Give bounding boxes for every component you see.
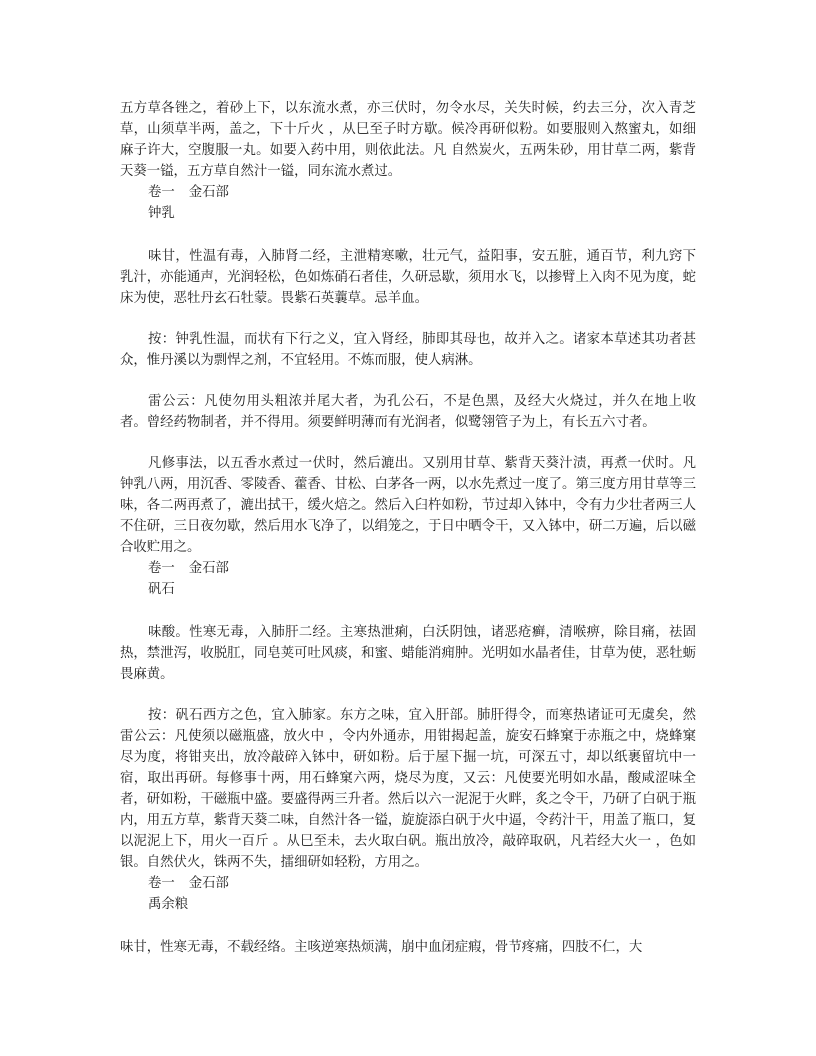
section-heading xyxy=(120,873,696,894)
volume-label: 卷一 xyxy=(148,876,175,891)
category-label: 金石部 xyxy=(188,185,229,200)
section-heading xyxy=(120,558,696,579)
paragraph-zhongru-note: 按：钟乳性温，而状有下行之义，宜入肾经，肺即其母也，故并入之。诸家本草述其功者甚众，惟丹溪以为剽悍之剂，不宜轻用。不炼而服，使人病淋。 xyxy=(120,332,696,368)
paragraph-fanshi-properties: 味酸。性寒无毒，入肺肝二经。主寒热泄痢，白沃阴蚀，诸恶疮癣，清喉痹，除目痛，祛固热，禁泄泻，收脱肛，同皂荚可吐风痰，和蜜、蜡能消痈肿。光明如水晶者佳，甘草为使，恶牡蛎畏麻黄。 xyxy=(120,625,696,682)
section-heading xyxy=(120,182,696,203)
volume-label: 卷一 xyxy=(148,185,175,200)
category-label: 金石部 xyxy=(188,561,229,576)
document-page xyxy=(120,98,696,958)
volume-label: 卷一 xyxy=(148,561,175,576)
paragraph-fanshi-note: 按：矾石西方之色，宜入肺家。东方之味，宜入肝部。肺肝得令，而寒热诸证可无虞矣，然雷公云：凡使须以磁瓶盛，放火中 ，令内外通赤，用钳揭起盖，旋安石蜂窠于赤瓶之中，烧蜂窠尽为度，将钳夹出，放冷敲碎入钵中，研如粉。后于屋下掘一坑，可深五寸，却以纸裹留坑中一宿，取出再研。每修事十两，用石蜂窠六两，烧尽为度，又云：凡使要光明如水晶，酸咸涩味全者，研如粉，干磁瓶中盛。要盛得两三升者。然后以六一泥泥于火畔，炙之令干，乃研了白矾于瓶内，用五方草，紫背天葵二味，自然汁各一镒，旋旋添白矾于火中逼，令药汁干，用盖了瓶口，复以泥泥上下，用火一百斤 。从巳至未，去火取白矾。瓶出放冷，敲碎取矾，凡若经大火一 ，色如银。自然伏火，铢两不失，擂细研如轻粉，方用之。 xyxy=(120,708,696,870)
paragraph-zhongru-properties: 味甘，性温有毒，入肺肾二经，主泄精寒嗽，壮元气，益阳事，安五脏，通百节，利九窍下乳汁，亦能通声，光润轻松，色如炼硝石者佳，久研忌歇，须用水飞，以掺臂上入肉不见为度，蛇床为使，恶牡丹玄石牡蒙。畏紫石英蘘草。忌羊血。 xyxy=(120,249,696,306)
category-label: 金石部 xyxy=(188,876,229,891)
paragraph-yuyuliang-properties: 味甘，性寒无毒，不载经络。主咳逆寒热烦满，崩中血闭症瘕，骨节疼痛，四肢不仁，大 xyxy=(120,940,643,955)
entry-title-fanshi: 矾石 xyxy=(148,582,175,597)
paragraph-preface: 五方草各锉之，着砂上下，以东流水煮，亦三伏时，勿令水尽，关失时候，约去三分，次入青芝草，山须草半两，盖之，下十斤火 ，从巳至子时方歇。候冷再研似粉。如要服则入熬蜜丸，如细麻子许大，空腹服一丸。如要入药中用，则依此法。凡 自然炭火，五两朱砂，用甘草二两，紫背天葵一镒，五方草自然汁一镒，同东流水煮过。 xyxy=(120,101,696,179)
paragraph-zhongru-leigong: 雷公云：凡使勿用头粗浓并尾大者，为孔公石，不是色黑，及经大火烧过，并久在地上收者。曾经药物制者，并不得用。须要鲜明薄而有光润者，似鹭翎管子为上，有长五六寸者。 xyxy=(120,394,696,430)
entry-title-yuyuliang: 禹余粮 xyxy=(148,897,189,912)
entry-title-zhongru: 钟乳 xyxy=(148,206,175,221)
paragraph-zhongru-preparation: 凡修事法，以五香水煮过一伏时，然后漉出。又别用甘草、紫背天葵汁渍，再煮一伏时。凡钟乳八两，用沉香、零陵香、藿香、甘松、白茅各一两，以水先煮过一度了。第三度方用甘草等三味，各二两再煮了，漉出拭干，缓火焙之。然后入臼杵如粉，节过却入钵中，令有力少壮者两三人不住研，三日夜勿歇，然后用水飞净了，以绢笼之，于日中晒令干，又入钵中，研二万遍，后以磁合收贮用之。 xyxy=(120,456,696,555)
